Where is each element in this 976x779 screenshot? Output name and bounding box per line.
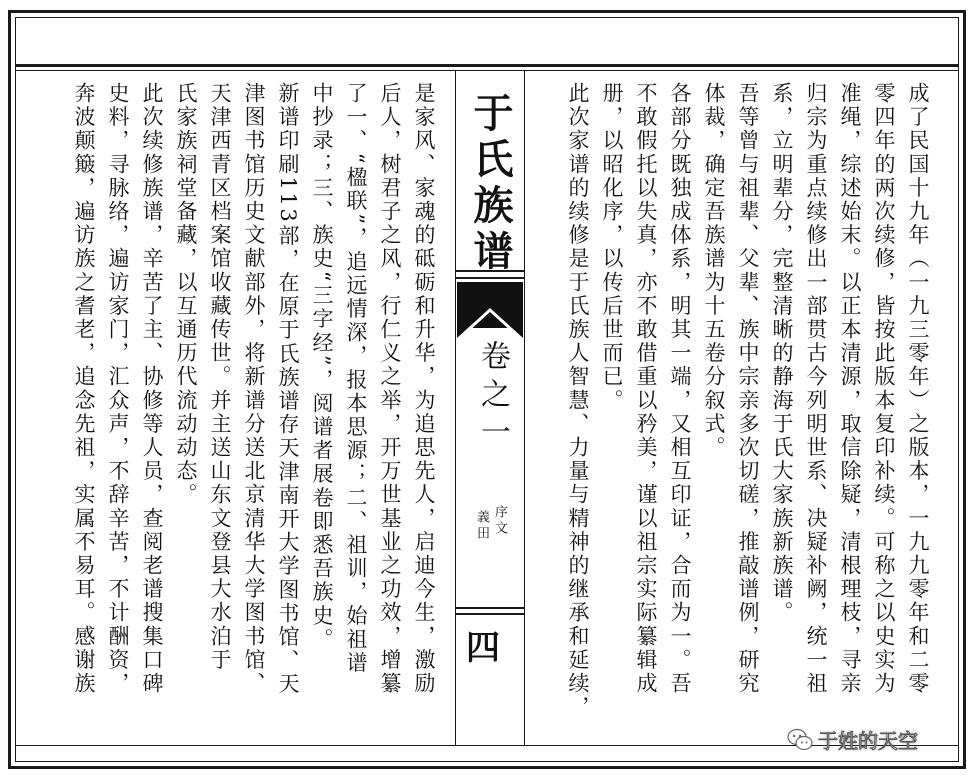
- spine-divider: [455, 270, 525, 272]
- fishtail-chevron: [457, 300, 523, 340]
- page-number: 四: [466, 628, 500, 668]
- volume-label: 卷之一: [475, 340, 510, 454]
- text-column: 中抄录；三、族史“三字经”，阅谱者展卷即悉吾族史。: [310, 82, 334, 652]
- section-label: 義田: [474, 510, 489, 542]
- text-column: 成了民国十九年（一九三零年）之版本，一九九零年和二零: [906, 82, 930, 696]
- text-column: 准绳，综述始末。以正本清源，取信除疑，清根理枝，寻亲: [838, 82, 862, 696]
- text-column: 新谱印刷113部，在原于氏族谱存天津南开大学图书馆、天: [276, 82, 300, 697]
- header-band: [15, 17, 959, 67]
- wechat-icon: [786, 726, 814, 754]
- text-column: 各部分既独成体系，明其一端，又相互印证，合而为一。吾: [668, 82, 692, 696]
- text-column: 册，以昭化序，以传后世而已。: [600, 82, 624, 413]
- text-column: 此次家谱的续修是于氏族人智慧、力量与精神的继承和延续，: [566, 82, 590, 720]
- text-column: 后人，树君子之风，行仁义之举，开万世基业之功效，增纂: [378, 82, 402, 696]
- text-column: 津图书馆历史文献部外，将新谱分送北京清华大学图书馆、: [242, 82, 266, 696]
- watermark-text: 于姓的天空: [818, 729, 918, 753]
- spine-divider: [455, 613, 525, 615]
- section-label: 序文: [492, 505, 507, 537]
- text-column: 不敢假托以失真，亦不敢借重以矜美，谨以祖宗实际纂辑成: [634, 82, 658, 696]
- text-column: 零四年的两次续修，皆按此版本复印补续。可称之以史实为: [872, 82, 896, 696]
- spine-divider: [455, 277, 525, 279]
- spine-divider: [455, 607, 525, 609]
- text-column: 了一、“楹联”，追远情深，报本思源；二、祖训，始祖谱: [344, 82, 368, 676]
- watermark: [786, 725, 918, 754]
- text-column: 体裁，确定吾族谱为十五卷分叙式。: [702, 82, 726, 460]
- text-column: 此次续修族谱，辛苦了主、协修等人员，查阅老谱搜集口碑: [140, 82, 164, 696]
- right-page-text: [535, 82, 945, 742]
- text-column: 奔波颠簸，遍访族之耆老，追念先祖，实属不易耳。感谢族: [72, 82, 96, 696]
- text-column: 氏家族祠堂备藏，以互通历代流动动态。: [174, 82, 198, 507]
- text-column: 系，立明辈分，完整清晰的静海于氏大家族新族谱。: [770, 82, 794, 625]
- text-column: 归宗为重点续修出一部贯古今列明世系、决疑补阙，统一祖: [804, 82, 828, 696]
- text-column: 是家风、家魂的砥砺和升华，为追思先人，启迪今生，激励: [412, 82, 436, 696]
- spine-title: 于氏族谱: [467, 92, 514, 276]
- text-column: 吾等曾与祖辈、父辈、族中宗亲多次切磋，推敲谱例，研究: [736, 82, 760, 696]
- left-page-text: [35, 82, 450, 742]
- text-column: 史料，寻脉络，遍访家门，汇众声，不辞辛苦，不计酬资，: [106, 82, 130, 696]
- text-column: 天津西青区档案馆收藏传世。并主送山东文登县大水泊于: [208, 82, 232, 672]
